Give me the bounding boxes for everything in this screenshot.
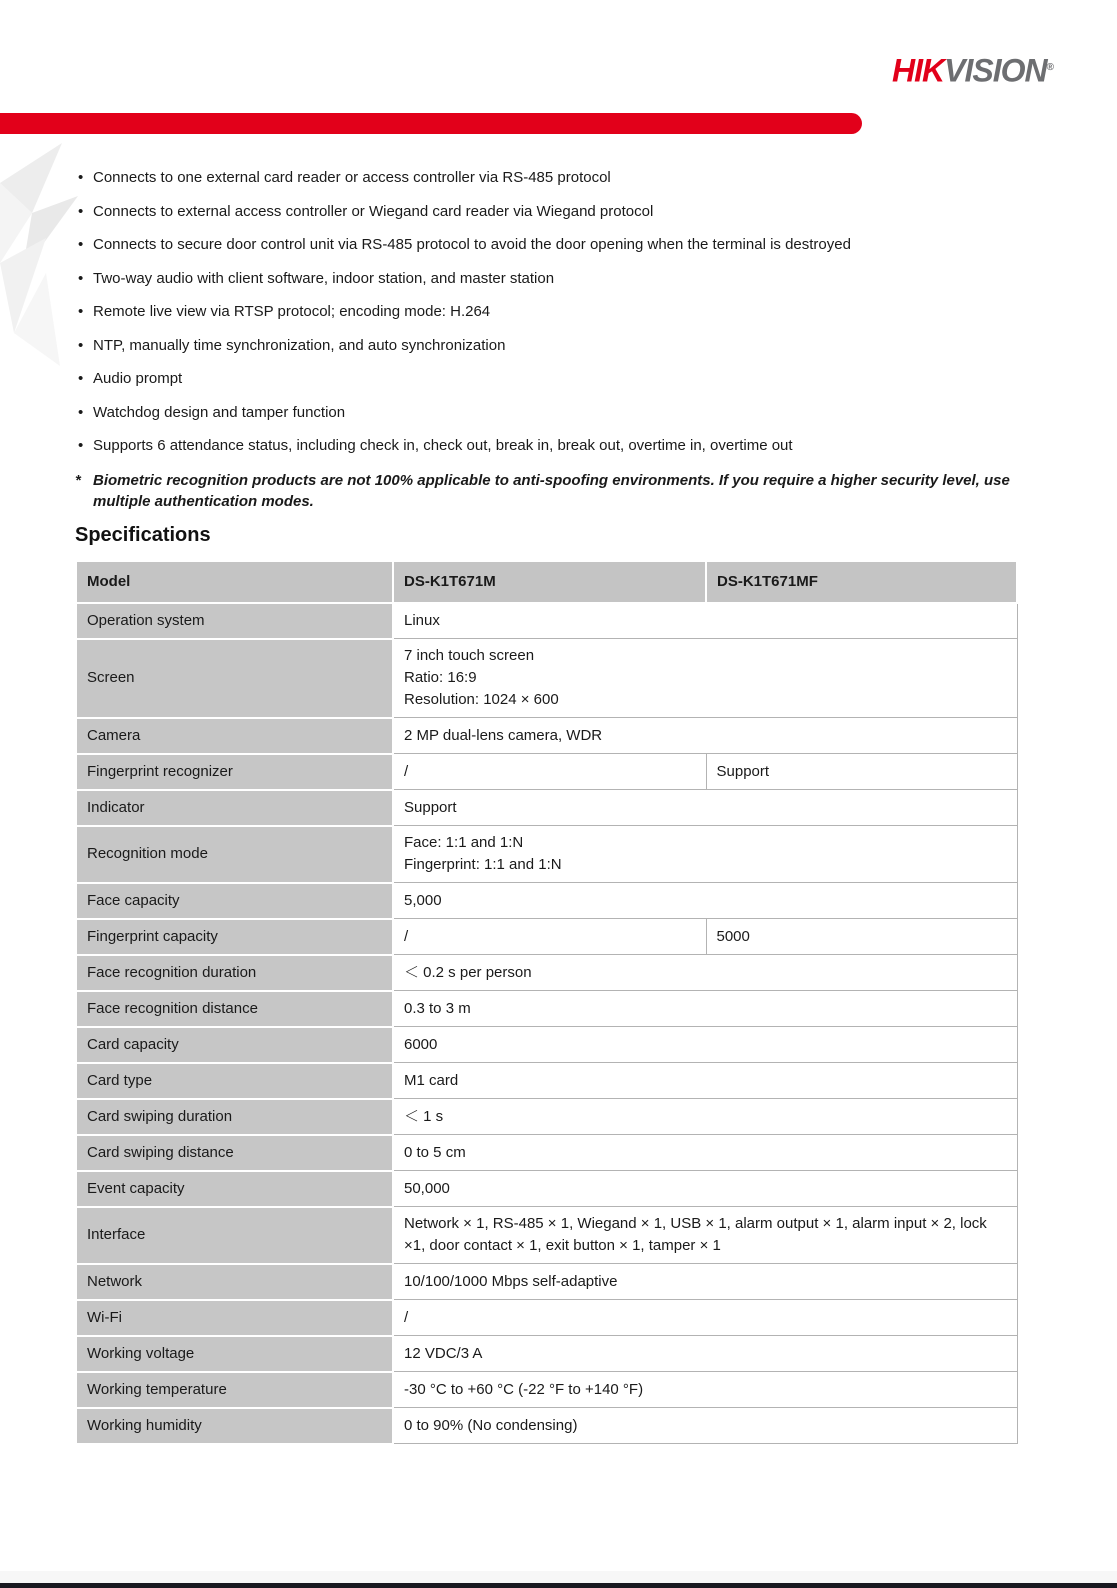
red-divider-bar <box>0 113 862 134</box>
spec-value <box>393 1336 1017 1372</box>
spec-value-line: M1 card <box>404 1071 459 1089</box>
spec-value-line: 0 to 90% (No condensing) <box>404 1416 578 1434</box>
spec-row <box>76 790 1017 826</box>
spec-value-line: Ratio: 16:9 <box>404 669 477 686</box>
spec-value-line: Support <box>404 798 457 816</box>
spec-value: / <box>393 754 706 790</box>
note-asterisk: * <box>75 471 81 489</box>
spec-row <box>76 639 1017 718</box>
spec-label: Screen <box>76 639 393 718</box>
spec-row <box>76 1063 1017 1099</box>
spec-row <box>76 1336 1017 1372</box>
spec-table-body <box>76 603 1017 1444</box>
hikvision-logo <box>892 50 1054 89</box>
spec-header-model-2: DS-K1T671MF <box>706 561 1017 603</box>
spec-header-model-1: DS-K1T671M <box>393 561 706 603</box>
feature-bullet: • Watchdog design and tamper function <box>93 403 1016 423</box>
feature-bullet: • Supports 6 attendance status, including check in, check out, break in, break out, overtime in, overtime out <box>93 436 1016 456</box>
spec-value-line: 2 MP dual-lens camera, WDR <box>404 726 603 744</box>
spec-label: Card swiping duration <box>76 1099 393 1135</box>
spec-value <box>393 1135 1017 1171</box>
spec-label: Network <box>76 1264 393 1300</box>
spec-value-line: Resolution: 1024 × 600 <box>404 691 559 708</box>
spec-value <box>393 603 1017 639</box>
spec-value-line: 7 inch touch screen <box>404 647 535 664</box>
spec-header-model: Model <box>76 561 393 603</box>
spec-row <box>76 955 1017 991</box>
spec-value <box>393 1099 1017 1135</box>
spec-label: Card type <box>76 1063 393 1099</box>
spec-row <box>76 1207 1017 1264</box>
spec-row <box>76 1300 1017 1336</box>
spec-label: Face capacity <box>76 883 393 919</box>
feature-bullet: • Connects to secure door control unit via RS-485 protocol to avoid the door opening when the terminal is destroyed <box>93 235 1016 255</box>
feature-bullet: • NTP, manually time synchronization, and auto synchronization <box>93 336 1016 356</box>
spec-value-line: 10/100/1000 Mbps self-adaptive <box>404 1272 618 1290</box>
spec-value: / <box>393 919 706 955</box>
spec-label: Working humidity <box>76 1408 393 1444</box>
spec-value <box>393 1063 1017 1099</box>
spec-value-line: ＜ 0.2 s per person <box>404 963 532 981</box>
spec-value-line: Face: 1:1 and 1:N <box>404 834 524 851</box>
spec-value-line: Linux <box>404 611 440 629</box>
spec-label: Wi-Fi <box>76 1300 393 1336</box>
feature-bullet: • Connects to one external card reader or access controller via RS-485 protocol <box>93 168 1016 188</box>
spec-value-line: 0 to 5 cm <box>404 1143 466 1161</box>
spec-row <box>76 1264 1017 1300</box>
spec-row <box>76 1408 1017 1444</box>
logo-hik-text: HIK <box>892 52 945 89</box>
spec-value <box>393 1207 1017 1264</box>
spec-row <box>76 1372 1017 1408</box>
spec-value-line: Fingerprint: 1:1 and 1:N <box>404 856 562 873</box>
spec-row <box>76 991 1017 1027</box>
spec-value-line: 12 VDC/3 A <box>404 1344 483 1362</box>
spec-value <box>393 1300 1017 1336</box>
spec-row <box>76 883 1017 919</box>
spec-value-line: 50,000 <box>404 1179 450 1197</box>
spec-row <box>76 1135 1017 1171</box>
spec-value-line: ＜ 1 s <box>404 1107 444 1125</box>
spec-row <box>76 919 1017 955</box>
spec-value-line: Network × 1, RS-485 × 1, Wiegand × 1, USB × 1, alarm output × 1, alarm input × 2, lock ×1, door contact × 1, exit button × 1, tamper × 1 <box>404 1215 987 1254</box>
spec-label: Recognition mode <box>76 826 393 883</box>
feature-bullet: • Audio prompt <box>93 369 1016 389</box>
spec-value <box>393 1264 1017 1300</box>
spec-value-line: -30 °C to +60 °C (-22 °F to +140 °F) <box>404 1380 644 1398</box>
spec-label: Card capacity <box>76 1027 393 1063</box>
feature-bullet: • Two-way audio with client software, indoor station, and master station <box>93 269 1016 289</box>
spec-value <box>393 718 1017 754</box>
spec-value <box>393 1408 1017 1444</box>
spec-label: Face recognition distance <box>76 991 393 1027</box>
spec-value <box>393 1171 1017 1207</box>
disclaimer-note <box>75 470 1013 512</box>
spec-value <box>393 991 1017 1027</box>
spec-label: Working voltage <box>76 1336 393 1372</box>
footer-shade <box>0 1571 1117 1583</box>
feature-bullet: • Connects to external access controller or Wiegand card reader via Wiegand protocol <box>93 202 1016 222</box>
spec-label: Fingerprint recognizer <box>76 754 393 790</box>
spec-row <box>76 754 1017 790</box>
feature-list <box>75 168 1016 456</box>
spec-value <box>393 790 1017 826</box>
spec-table <box>75 560 1018 1445</box>
specifications-heading: Specifications <box>75 523 211 546</box>
spec-table-header-row <box>76 561 1017 603</box>
spec-row <box>76 1027 1017 1063</box>
spec-label: Event capacity <box>76 1171 393 1207</box>
spec-label: Interface <box>76 1207 393 1264</box>
feature-bullet: • Remote live view via RTSP protocol; encoding mode: H.264 <box>93 302 1016 322</box>
spec-row <box>76 718 1017 754</box>
spec-value: Support <box>706 754 1017 790</box>
spec-row <box>76 1099 1017 1135</box>
note-text: Biometric recognition products are not 100% applicable to anti-spoofing environments. If you require a higher security level, use multiple authentication modes. <box>93 471 1010 510</box>
spec-value-line: 5,000 <box>404 891 442 909</box>
registered-mark: ® <box>1046 62 1054 73</box>
spec-value <box>393 826 1017 883</box>
spec-label: Working temperature <box>76 1372 393 1408</box>
spec-label: Camera <box>76 718 393 754</box>
spec-label: Card swiping distance <box>76 1135 393 1171</box>
spec-label: Indicator <box>76 790 393 826</box>
spec-label: Fingerprint capacity <box>76 919 393 955</box>
spec-label: Face recognition duration <box>76 955 393 991</box>
page-content <box>75 168 1016 1445</box>
spec-value <box>393 883 1017 919</box>
spec-value: 5000 <box>706 919 1017 955</box>
spec-value-line: / <box>404 1308 409 1326</box>
spec-row <box>76 826 1017 883</box>
spec-value-line: 0.3 to 3 m <box>404 999 471 1017</box>
spec-value <box>393 955 1017 991</box>
bottom-bar <box>0 1583 1117 1588</box>
spec-label: Operation system <box>76 603 393 639</box>
logo-vision-text: VISION <box>944 52 1047 89</box>
spec-value-line: 6000 <box>404 1035 438 1053</box>
spec-row <box>76 603 1017 639</box>
spec-value <box>393 639 1017 718</box>
spec-value <box>393 1372 1017 1408</box>
spec-row <box>76 1171 1017 1207</box>
spec-value <box>393 1027 1017 1063</box>
